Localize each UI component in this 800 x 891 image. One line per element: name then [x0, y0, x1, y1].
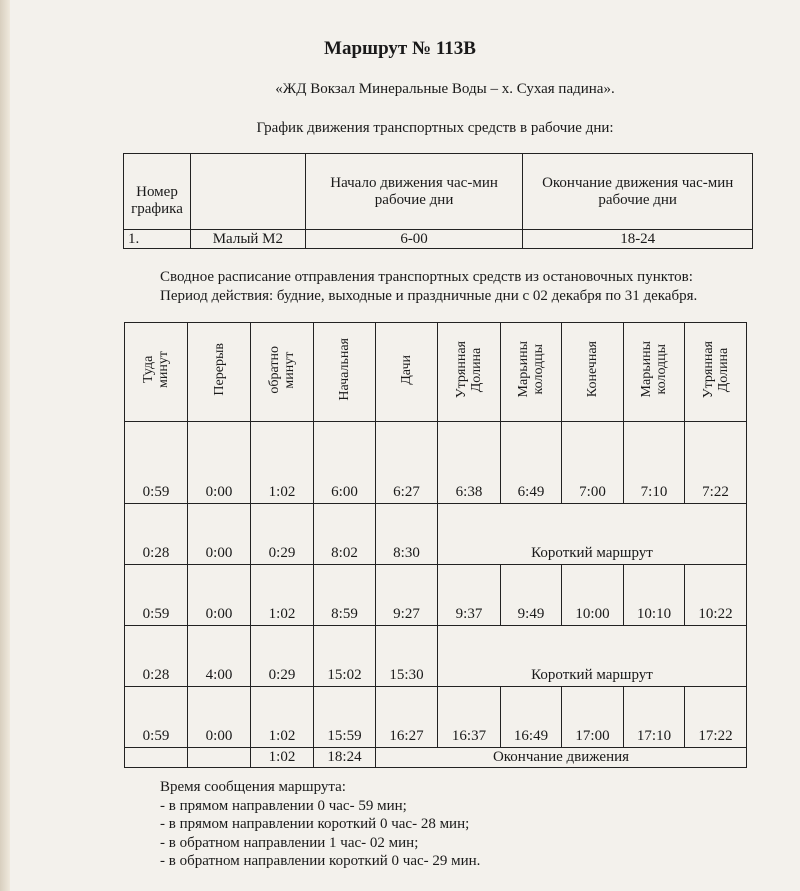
- table-cell: 7:00: [562, 484, 624, 504]
- short-route-label: Короткий маршрут: [438, 626, 747, 687]
- col-header-6: [501, 323, 562, 422]
- schedule-caption: График движения транспортных средств в рабочие дни:: [256, 120, 614, 136]
- table-cell: 0:00: [188, 565, 251, 626]
- col-header-text: обратно минут: [267, 345, 297, 394]
- table-cell: 8:30: [376, 504, 438, 565]
- travel-time-line: - в обратном направлении короткий 0 час- 29 мин.: [160, 853, 481, 869]
- table-cell: 0:29: [251, 626, 314, 687]
- col-header-text: Дачи: [399, 354, 414, 385]
- table-cell: 7:22: [685, 484, 747, 504]
- short-route-label: Короткий маршрут: [438, 504, 747, 565]
- table-cell: 8:59: [314, 565, 376, 626]
- table-cell: 6:00: [314, 484, 376, 504]
- table-cell: 1:02: [251, 484, 314, 504]
- travel-time-line: - в прямом направлении 0 час- 59 мин;: [160, 797, 407, 814]
- col-header-text: Марьины колодцы: [639, 341, 669, 398]
- col-header-0: [125, 323, 188, 422]
- gap-cell: [376, 422, 438, 485]
- gap-cell: [251, 422, 314, 485]
- gap-cell: [188, 422, 251, 485]
- end-of-service-label: Окончание движения: [376, 748, 747, 768]
- travel-time-block: [160, 778, 480, 871]
- row-start: 6-00: [305, 230, 523, 249]
- table-cell: 10:00: [562, 565, 624, 626]
- col-header-text: Утрянная Долина: [454, 340, 484, 399]
- table-cell: [125, 748, 188, 768]
- table-cell: 10:10: [624, 565, 685, 626]
- row-number: 1.: [124, 230, 191, 249]
- table-cell: 0:00: [188, 484, 251, 504]
- gap-cell: [125, 422, 188, 485]
- row-vehicle: Малый М2: [190, 230, 305, 249]
- col-header-1: [188, 323, 251, 422]
- table-cell: 6:27: [376, 484, 438, 504]
- col-header-2: [251, 323, 314, 422]
- header-end: [523, 154, 753, 230]
- travel-time-line: - в прямом направлении короткий 0 час- 28 мин;: [160, 816, 470, 832]
- summary-line-2: Период действия: будние, выходные и праздничные дни с 02 декабря по 31 декабря.: [160, 288, 698, 304]
- table-cell: 9:27: [376, 565, 438, 626]
- table-cell: 0:59: [125, 484, 188, 504]
- summary-block: [160, 268, 697, 306]
- col-header-7: [562, 323, 624, 422]
- table-cell: 17:00: [562, 687, 624, 748]
- table-cell: 6:49: [501, 484, 562, 504]
- col-header-9: [685, 323, 747, 422]
- table-cell: 1:02: [251, 687, 314, 748]
- col-header-5: [438, 323, 501, 422]
- route-description: «ЖД Вокзал Минеральные Воды – х. Сухая падина».: [275, 81, 615, 97]
- header-start-text: Начало движения час-мин рабочие дни: [330, 174, 498, 208]
- col-header-3: [314, 323, 376, 422]
- gap-cell: [438, 422, 501, 485]
- table-cell: 18:24: [314, 748, 376, 768]
- table-cell: 15:30: [376, 626, 438, 687]
- header-number: [124, 154, 191, 230]
- table-cell: 15:02: [314, 626, 376, 687]
- table-cell: 0:00: [188, 504, 251, 565]
- gap-cell: [562, 422, 624, 485]
- header-empty: [190, 154, 305, 230]
- table-cell: 8:02: [314, 504, 376, 565]
- table-cell: 10:22: [685, 565, 747, 626]
- gap-cell: [685, 422, 747, 485]
- col-header-text: Перерыв: [211, 343, 227, 396]
- table-cell: 15:59: [314, 687, 376, 748]
- gap-cell: [501, 422, 562, 485]
- table-cell: 7:10: [624, 484, 685, 504]
- table-cell: 16:27: [376, 687, 438, 748]
- table-cell: 1:02: [251, 748, 314, 768]
- table-cell: 0:28: [125, 626, 188, 687]
- row-end: 18-24: [523, 230, 753, 249]
- travel-time-heading: Время сообщения маршрута:: [160, 779, 346, 795]
- table-cell: 0:59: [125, 687, 188, 748]
- gap-cell: [624, 422, 685, 485]
- page-title: Маршрут № 113В: [324, 38, 476, 59]
- header-end-text: Окончание движения час-мин рабочие дни: [542, 174, 734, 208]
- summary-line-1: Сводное расписание отправления транспортных средств из остановочных пунктов:: [160, 269, 693, 285]
- table-cell: [188, 748, 251, 768]
- col-header-text: Туда минут: [141, 351, 171, 388]
- col-header-8: [624, 323, 685, 422]
- table-cell: 4:00: [188, 626, 251, 687]
- col-header-text: Утрянная Долина: [700, 340, 731, 399]
- travel-time-line: - в обратном направлении 1 час- 02 мин;: [160, 834, 419, 851]
- departure-table: [124, 322, 747, 768]
- table-cell: 17:10: [624, 687, 685, 748]
- table-cell: 0:29: [251, 504, 314, 565]
- col-header-text: Конечная: [585, 341, 600, 398]
- operating-hours-table: [123, 153, 753, 249]
- table-cell: 0:28: [125, 504, 188, 565]
- table-cell: 16:37: [438, 687, 501, 748]
- col-header-text: Марьины колодцы: [516, 341, 546, 398]
- table-cell: 16:49: [501, 687, 562, 748]
- col-header-4: [376, 323, 438, 422]
- table-cell: 6:38: [438, 484, 501, 504]
- table-cell: 0:59: [125, 565, 188, 626]
- col-header-text: Начальная: [337, 338, 352, 401]
- table-cell: 9:49: [501, 565, 562, 626]
- table-cell: 1:02: [251, 565, 314, 626]
- header-start: [305, 154, 523, 230]
- header-number-text: Номер графика: [131, 183, 183, 217]
- table-cell: 0:00: [188, 687, 251, 748]
- table-cell: 17:22: [685, 687, 747, 748]
- table-cell: 9:37: [438, 565, 501, 626]
- gap-cell: [314, 422, 376, 485]
